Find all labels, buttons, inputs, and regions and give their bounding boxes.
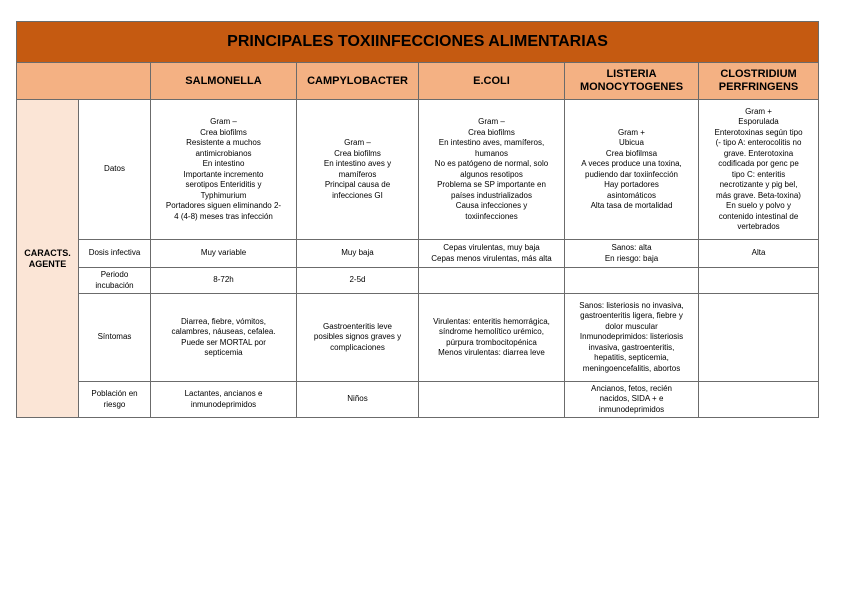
cell-sintomas-ecoli: Virulentas: enteritis hemorrágica, síndrome hemolítico urémico, púrpura trombocitopénica Menos virulentas: diarrea leve [419,294,565,382]
header-blank [17,63,151,100]
row-label-dosis: Dosis infectiva [79,240,151,268]
cell-datos-campylobacter: Gram – Crea biofilms En intestino aves y mamíferos Principal causa de infecciones GI [297,100,419,240]
cell-dosis-clostridium: Alta [699,240,819,268]
toxiinfecciones-table [16,21,819,418]
cell-periodo-listeria [565,268,699,294]
cell-sintomas-campylobacter: Gastroenteritis leve posibles signos graves y complicaciones [297,294,419,382]
cell-sintomas-clostridium [699,294,819,382]
cell-dosis-ecoli: Cepas virulentas, muy baja Cepas menos virulentas, más alta [419,240,565,268]
row-label-periodo: Periodo incubación [79,268,151,294]
cell-datos-ecoli: Gram – Crea biofilms En intestino aves, mamíferos, humanos No es patógeno de normal, solo algunos resotipos Problema se SP importante en países industrializados Causa infecciones y toxiinfecciones [419,100,565,240]
cell-poblacion-salmonella: Lactantes, ancianos e inmunodeprimidos [151,382,297,418]
cell-periodo-ecoli [419,268,565,294]
page-title: PRINCIPALES TOXIINFECCIONES ALIMENTARIAS [17,22,819,63]
cell-poblacion-ecoli [419,382,565,418]
column-header-campylobacter: CAMPYLOBACTER [297,63,419,100]
cell-sintomas-listeria: Sanos: listeriosis no invasiva, gastroenteritis ligera, fiebre y dolor muscular Inmunodeprimidos: listeriosis invasiva, gastroenteritis, hepatitis, septicemia, meningoencefalitis, abortos [565,294,699,382]
cell-datos-clostridium: Gram + Esporulada Enterotoxinas según tipo (- tipo A: enterocolitis no grave. Enterotoxina codificada por genc pe tipo C: enteritis necrotizante y pig bel, más grave. Beta-toxina) En suelo y polvo y contenido intestinal de vertebrados [699,100,819,240]
cell-poblacion-campylobacter: Niños [297,382,419,418]
cell-dosis-campylobacter: Muy baja [297,240,419,268]
agent-label: CARACTS. AGENTE [17,100,79,418]
cell-dosis-listeria: Sanos: alta En riesgo: baja [565,240,699,268]
column-header-clostridium: CLOSTRIDIUM PERFRINGENS [699,63,819,100]
cell-sintomas-salmonella: Diarrea, fiebre, vómitos, calambres, náuseas, cefalea. Puede ser MORTAL por septicemia [151,294,297,382]
cell-periodo-clostridium [699,268,819,294]
cell-datos-listeria: Gram + Ubicua Crea biofilmsa A veces produce una toxina, pudiendo dar toxiinfección Hay portadores asintomáticos Alta tasa de mortalidad [565,100,699,240]
row-label-sintomas: Síntomas [79,294,151,382]
cell-periodo-campylobacter: 2-5d [297,268,419,294]
column-header-salmonella: SALMONELLA [151,63,297,100]
cell-datos-salmonella: Gram – Crea biofilms Resistente a muchos antimicrobianos En intestino Importante incremento serotipos Enteriditis y Typhimurium Portadores siguen eliminando 2- 4 (4-8) meses tras infección [151,100,297,240]
cell-dosis-salmonella: Muy variable [151,240,297,268]
cell-periodo-salmonella: 8-72h [151,268,297,294]
row-label-poblacion: Población en riesgo [79,382,151,418]
column-header-ecoli: E.COLI [419,63,565,100]
column-header-listeria: LISTERIA MONOCYTOGENES [565,63,699,100]
cell-poblacion-clostridium [699,382,819,418]
cell-poblacion-listeria: Ancianos, fetos, recién nacidos, SIDA + e inmunodeprimidos [565,382,699,418]
row-label-datos: Datos [79,100,151,240]
